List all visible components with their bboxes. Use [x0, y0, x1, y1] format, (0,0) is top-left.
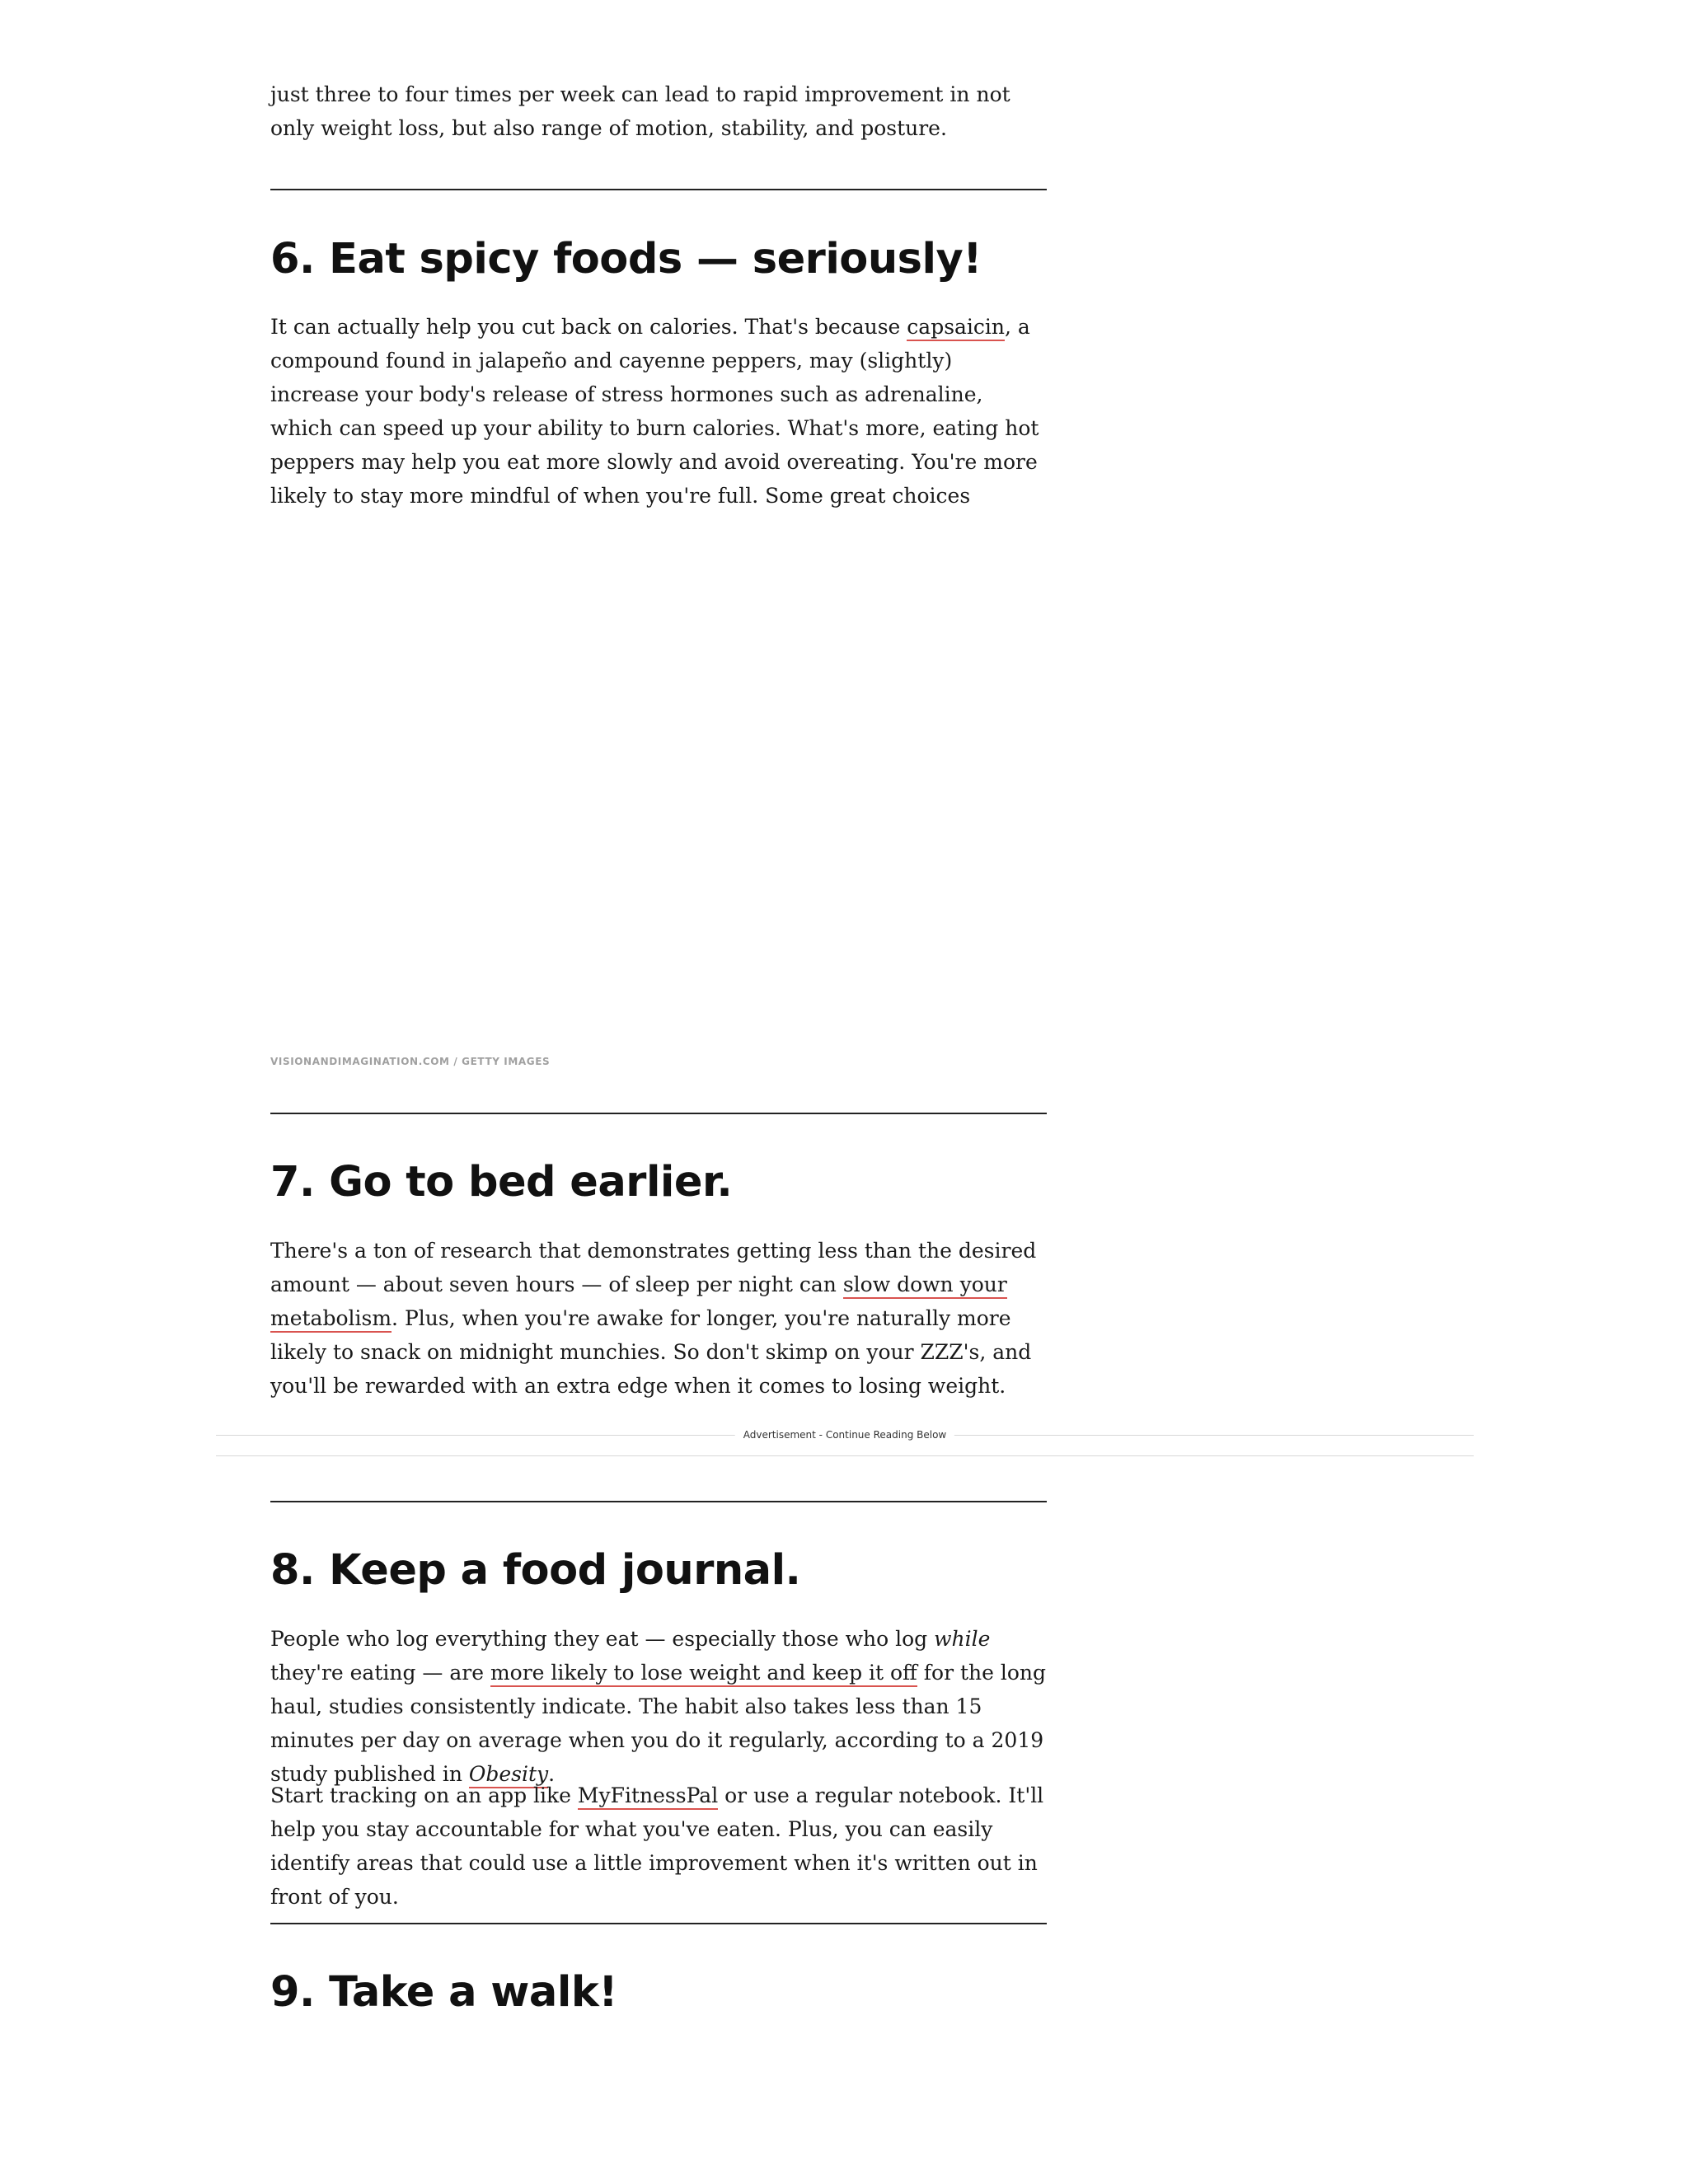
section-divider — [270, 1113, 1047, 1114]
text-run: . Plus, when you're awake for longer, you're naturally more likely to snack on midnight munchies. So don't skimp on your ZZZ's, and you'll be rewarded with an extra edge when it comes to losing weight. — [270, 1306, 1032, 1398]
text-run: It can actually help you cut back on calories. That's because — [270, 315, 907, 339]
text-run: There's a ton of research that demonstrates getting less than the desired amount — about seven hours — of sleep per night can — [270, 1239, 1037, 1296]
ad-divider-line — [216, 1455, 1474, 1456]
section-heading-8: 8. Keep a food journal. — [270, 1546, 801, 1595]
link-capsaicin[interactable]: capsaicin — [907, 315, 1005, 341]
section-heading-7: 7. Go to bed earlier. — [270, 1158, 733, 1207]
advertisement-separator — [216, 1426, 1474, 1457]
link-myfitnesspal[interactable]: MyFitnessPal — [578, 1783, 718, 1810]
intro-paragraph: just three to four times per week can lead to rapid improvement in not only weight loss, but also range of motion, stability, and posture. — [270, 82, 1010, 140]
text-run: for the long haul, studies consistently indicate. The habit also takes less than 15 minutes per day on average when you do it regularly, according to a 2019 study published in — [270, 1661, 1047, 1786]
advertisement-label: Advertisement - Continue Reading Below — [735, 1426, 954, 1444]
section-heading-9: 9. Take a walk! — [270, 1968, 617, 2017]
image-credit: VISIONANDIMAGINATION.COM / GETTY IMAGES — [270, 1056, 551, 1067]
text-run: People who log everything they eat — especially those who log — [270, 1627, 935, 1651]
article-image — [270, 518, 1047, 1045]
section-divider — [270, 189, 1047, 190]
link-obesity-journal[interactable]: Obesity — [469, 1762, 548, 1788]
section-8-paragraph-1 — [270, 1622, 1047, 1791]
text-run: Start tracking on an app like — [270, 1783, 578, 1807]
section-8-paragraph-2 — [270, 1779, 1047, 1914]
link-slow-metabolism[interactable]: slow down your metabolism — [270, 1272, 1007, 1333]
section-divider — [270, 1923, 1047, 1924]
text-run: they're eating — are — [270, 1661, 490, 1685]
text-run: , a compound found in jalapeño and cayenne peppers, may (slightly) increase your body's release of stress hormones such as adrenaline, which can speed up your ability to burn calories. What's more, eating hot peppers may help you eat more slowly and avoid overeating. You're more likely to stay more mindful of when you're full. Some great choices — [270, 315, 1039, 508]
section-heading-6: 6. Eat spicy foods — seriously! — [270, 235, 982, 284]
text-run: or use a regular notebook. It'll help you stay accountable for what you've eaten. Plus, you can easily identify areas that could use a little improvement when it's written out in front of you. — [270, 1783, 1044, 1909]
text-run: . — [548, 1762, 556, 1786]
section-divider — [270, 1501, 1047, 1502]
link-lose-weight-study[interactable]: more likely to lose weight and keep it off — [490, 1661, 917, 1687]
emphasis-text: while — [934, 1627, 991, 1651]
section-7-paragraph — [270, 1234, 1047, 1403]
section-6-paragraph — [270, 310, 1047, 546]
